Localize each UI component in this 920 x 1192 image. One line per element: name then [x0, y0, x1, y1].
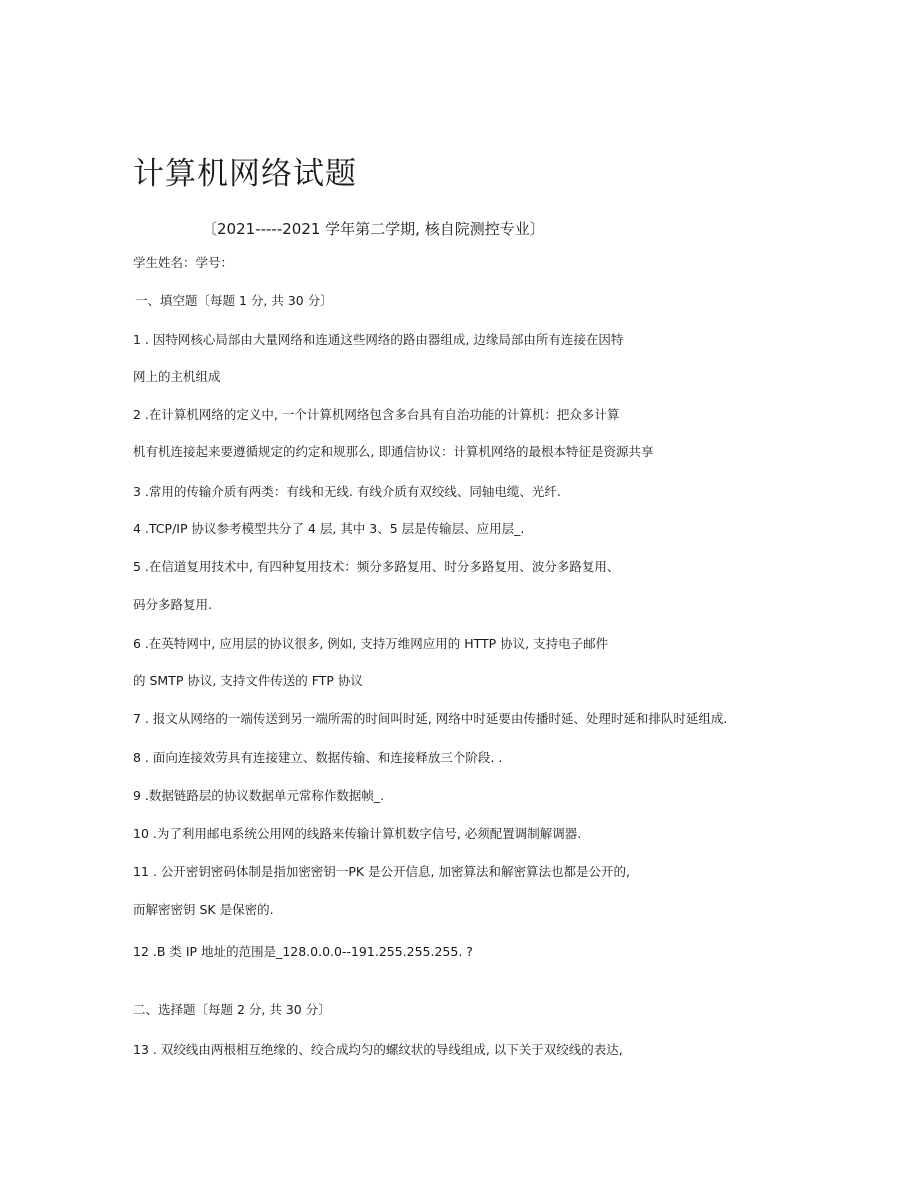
section-header-fill-in: 一、填空题〔每题 1 分, 共 30 分〕	[135, 293, 333, 308]
question-line: 4 .TCP/IP 协议参考模型共分了 4 层, 其中 3、5 层是传输层、应用层_.	[133, 521, 525, 536]
question-line: 9 .数据链路层的协议数据单元常称作数据帧_.	[133, 788, 385, 803]
section-header-multiple-choice: 二、选择题〔每题 2 分, 共 30 分〕	[133, 1002, 331, 1017]
question-line: 8 . 面向连接效劳具有连接建立、数据传输、和连接释放三个阶段. .	[133, 750, 503, 765]
question-line: 11 . 公开密钥密码体制是指加密密钥一PK 是公开信息, 加密算法和解密算法也都是公开的,	[133, 864, 630, 879]
question-line: 的 SMTP 协议, 支持文件传送的 FTP 协议	[133, 673, 363, 688]
question-line: 2 .在计算机网络的定义中, 一个计算机网络包含多台具有自治功能的计算机：把众多计算	[133, 407, 620, 422]
question-line: 而解密密钥 SK 是保密的.	[133, 902, 274, 917]
question-line: 3 .常用的传输介质有两类：有线和无线. 有线介质有双绞线、同轴电缆、光纤.	[133, 484, 561, 499]
question-line: 网上的主机组成	[133, 369, 221, 384]
question-line: 7 . 报文从网络的一端传送到另一端所需的时间叫时延, 网络中时延要由传播时延、处理时延和排队时延组成.	[133, 711, 728, 726]
question-line: 12 .B 类 IP 地址的范围是_128.0.0.0--191.255.255.255. ?	[133, 944, 473, 959]
page-title: 计算机网络试题	[133, 156, 357, 192]
question-line: 1 . 因特网核心局部由大量网络和连通这些网络的路由器组成, 边缘局部由所有连接在因特	[133, 332, 624, 347]
page-subtitle: 〔2021-----2021 学年第二学期, 核自院测控专业〕	[202, 220, 545, 238]
question-line: 码分多路复用.	[133, 597, 212, 612]
question-line: 13 . 双绞线由两根相互绝缘的、绞合成均匀的螺纹状的导线组成, 以下关于双绞线的表达,	[133, 1042, 623, 1057]
question-line: 6 .在英特网中, 应用层的协议很多, 例如, 支持万维网应用的 HTTP 协议, 支持电子邮件	[133, 636, 609, 651]
question-line: 10 .为了利用邮电系统公用网的线路来传输计算机数字信号, 必须配置调制解调器.	[133, 826, 582, 841]
question-line: 机有机连接起来要遵循规定的约定和规那么, 即通信协议：计算机网络的最根本特征是资源共享	[133, 444, 654, 459]
student-info: 学生姓名：学号：	[133, 255, 234, 270]
question-line: 5 .在信道复用技术中, 有四种复用技术：频分多路复用、时分多路复用、波分多路复用、	[133, 559, 620, 574]
